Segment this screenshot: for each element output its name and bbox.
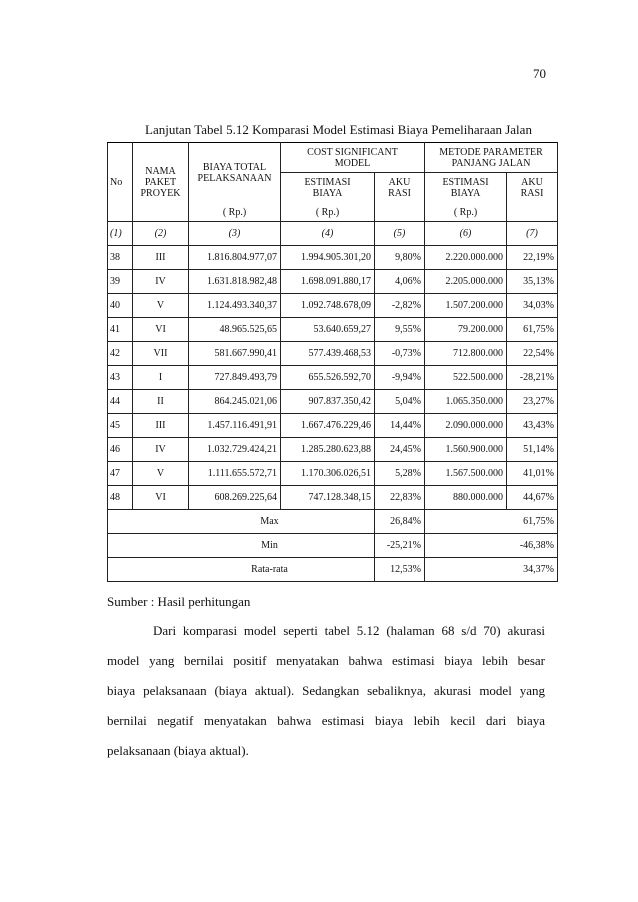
cell-csm-akurasi: -2,82% (375, 294, 425, 318)
col-num: (4) (281, 222, 375, 246)
table-row (108, 438, 558, 462)
summary-label: Rata-rata (108, 558, 375, 582)
cell-mppj-akurasi: 34,03% (507, 294, 558, 318)
summary-row-max (108, 510, 558, 534)
page-number: 70 (533, 66, 546, 81)
header-mppj-akurasi: AKU RASI (507, 173, 558, 204)
cell-no: 43 (108, 366, 133, 390)
cell-biaya: 727.849.493,79 (189, 366, 281, 390)
header-no: No (108, 143, 133, 222)
paragraph-line: pelaksanaan (biaya aktual). (107, 743, 249, 758)
cell-mppj-est: 1.065.350.000 (425, 390, 507, 414)
cell-mppj-akurasi: 44,67% (507, 486, 558, 510)
comparison-table (107, 142, 558, 582)
summary-row-average (108, 558, 558, 582)
cell-nama: V (133, 462, 189, 486)
summary-mppj-value: 61,75% (507, 510, 558, 534)
cell-csm-est: 1.285.280.623,88 (281, 438, 375, 462)
cell-csm-akurasi: 5,28% (375, 462, 425, 486)
summary-csm-value: -25,21% (375, 534, 425, 558)
cell-biaya: 1.457.116.491,91 (189, 414, 281, 438)
cell-no: 39 (108, 270, 133, 294)
cell-no: 41 (108, 318, 133, 342)
cell-csm-akurasi: -9,94% (375, 366, 425, 390)
header-mppj-unit: ( Rp.) (425, 204, 507, 222)
header-mppj-estimasi: ESTIMASI BIAYA (425, 173, 507, 204)
header-csm-akurasi: AKU RASI (375, 173, 425, 204)
table-row (108, 270, 558, 294)
cell-mppj-akurasi: 51,14% (507, 438, 558, 462)
cell-no: 44 (108, 390, 133, 414)
cell-csm-est: 747.128.348,15 (281, 486, 375, 510)
summary-csm-value: 26,84% (375, 510, 425, 534)
cell-mppj-est: 2.090.000.000 (425, 414, 507, 438)
cell-csm-est: 577.439.468,53 (281, 342, 375, 366)
summary-mppj-value: -46,38% (507, 534, 558, 558)
header-csm-unit: ( Rp.) (281, 204, 375, 222)
paragraph-line: bernilai negatif menyatakan bahwa estimasi biaya lebih kecil dari biaya (107, 713, 545, 728)
cell-biaya: 1.111.655.572,71 (189, 462, 281, 486)
cell-nama: VI (133, 318, 189, 342)
cell-csm-est: 655.526.592,70 (281, 366, 375, 390)
table-summary (108, 510, 558, 582)
header-biaya-total-unit: ( Rp.) (189, 204, 281, 222)
table-header (108, 143, 558, 246)
cell-csm-akurasi: 4,06% (375, 270, 425, 294)
cell-no: 38 (108, 246, 133, 270)
cell-no: 45 (108, 414, 133, 438)
table-row (108, 342, 558, 366)
summary-label: Max (108, 510, 375, 534)
cell-mppj-akurasi: -28,21% (507, 366, 558, 390)
col-num: (2) (133, 222, 189, 246)
cell-mppj-akurasi: 22,54% (507, 342, 558, 366)
header-csm-estimasi: ESTIMASI BIAYA (281, 173, 375, 204)
column-number-row (108, 222, 558, 246)
cell-mppj-est: 1.507.200.000 (425, 294, 507, 318)
paragraph-line: biaya pelaksanaan (biaya aktual). Sedangkan sebaliknya, akurasi model yang (107, 683, 545, 698)
cell-mppj-est: 2.220.000.000 (425, 246, 507, 270)
cell-mppj-est: 712.800.000 (425, 342, 507, 366)
cell-nama: III (133, 246, 189, 270)
cell-biaya: 1.631.818.982,48 (189, 270, 281, 294)
cell-no: 42 (108, 342, 133, 366)
cell-biaya: 608.269.225,64 (189, 486, 281, 510)
header-biaya-total: BIAYA TOTAL PELAKSANAAN (189, 143, 281, 204)
cell-mppj-akurasi: 41,01% (507, 462, 558, 486)
header-cost-significant-model: COST SIGNIFICANT MODEL (281, 143, 425, 173)
cell-mppj-est: 79.200.000 (425, 318, 507, 342)
cell-nama: IV (133, 270, 189, 294)
col-num: (1) (108, 222, 133, 246)
header-metode-parameter: METODE PARAMETER PANJANG JALAN (425, 143, 558, 173)
cell-csm-akurasi: 24,45% (375, 438, 425, 462)
table-caption: Lanjutan Tabel 5.12 Komparasi Model Estimasi Biaya Pemeliharaan Jalan (145, 122, 532, 137)
cell-biaya: 581.667.990,41 (189, 342, 281, 366)
cell-csm-akurasi: 14,44% (375, 414, 425, 438)
cell-mppj-est: 880.000.000 (425, 486, 507, 510)
cell-no: 46 (108, 438, 133, 462)
cell-biaya: 48.965.525,65 (189, 318, 281, 342)
cell-nama: VI (133, 486, 189, 510)
summary-mppj-value: 34,37% (507, 558, 558, 582)
col-num: (7) (507, 222, 558, 246)
table-row (108, 390, 558, 414)
cell-csm-akurasi: -0,73% (375, 342, 425, 366)
cell-mppj-est: 522.500.000 (425, 366, 507, 390)
summary-label: Min (108, 534, 375, 558)
cell-csm-est: 1.170.306.026,51 (281, 462, 375, 486)
cell-csm-est: 1.667.476.229,46 (281, 414, 375, 438)
cell-no: 40 (108, 294, 133, 318)
cell-mppj-est: 2.205.000.000 (425, 270, 507, 294)
cell-biaya: 1.816.804.977,07 (189, 246, 281, 270)
cell-csm-est: 1.698.091.880,17 (281, 270, 375, 294)
table-row (108, 318, 558, 342)
table-body (108, 246, 558, 510)
cell-mppj-est: 1.560.900.000 (425, 438, 507, 462)
body-paragraph (107, 616, 545, 766)
table-row (108, 366, 558, 390)
summary-row-min (108, 534, 558, 558)
cell-csm-akurasi: 5,04% (375, 390, 425, 414)
cell-mppj-est: 1.567.500.000 (425, 462, 507, 486)
cell-csm-est: 53.640.659,27 (281, 318, 375, 342)
cell-csm-akurasi: 9,55% (375, 318, 425, 342)
cell-biaya: 864.245.021,06 (189, 390, 281, 414)
header-nama-paket: NAMA PAKET PROYEK (133, 143, 189, 222)
cell-mppj-akurasi: 22,19% (507, 246, 558, 270)
cell-no: 47 (108, 462, 133, 486)
cell-csm-est: 1.994.905.301,20 (281, 246, 375, 270)
paragraph-line: model yang bernilai positif menyatakan bahwa estimasi biaya lebih besar (107, 653, 545, 668)
paragraph-line: Dari komparasi model seperti tabel 5.12 (halaman 68 s/d 70) akurasi (153, 623, 545, 638)
cell-nama: I (133, 366, 189, 390)
col-num: (6) (425, 222, 507, 246)
cell-csm-akurasi: 22,83% (375, 486, 425, 510)
cell-nama: II (133, 390, 189, 414)
cell-nama: IV (133, 438, 189, 462)
cell-mppj-akurasi: 23,27% (507, 390, 558, 414)
cell-nama: V (133, 294, 189, 318)
table-row (108, 246, 558, 270)
cell-nama: VII (133, 342, 189, 366)
col-num: (3) (189, 222, 281, 246)
cell-mppj-akurasi: 61,75% (507, 318, 558, 342)
table-row (108, 414, 558, 438)
cell-csm-est: 1.092.748.678,09 (281, 294, 375, 318)
cell-biaya: 1.032.729.424,21 (189, 438, 281, 462)
cell-nama: III (133, 414, 189, 438)
cell-mppj-akurasi: 43,43% (507, 414, 558, 438)
table-row (108, 462, 558, 486)
summary-csm-value: 12,53% (375, 558, 425, 582)
cell-csm-akurasi: 9,80% (375, 246, 425, 270)
table-row (108, 486, 558, 510)
cell-no: 48 (108, 486, 133, 510)
col-num: (5) (375, 222, 425, 246)
source-note: Sumber : Hasil perhitungan (107, 594, 251, 609)
table-row (108, 294, 558, 318)
cell-biaya: 1.124.493.340,37 (189, 294, 281, 318)
cell-csm-est: 907.837.350,42 (281, 390, 375, 414)
cell-mppj-akurasi: 35,13% (507, 270, 558, 294)
